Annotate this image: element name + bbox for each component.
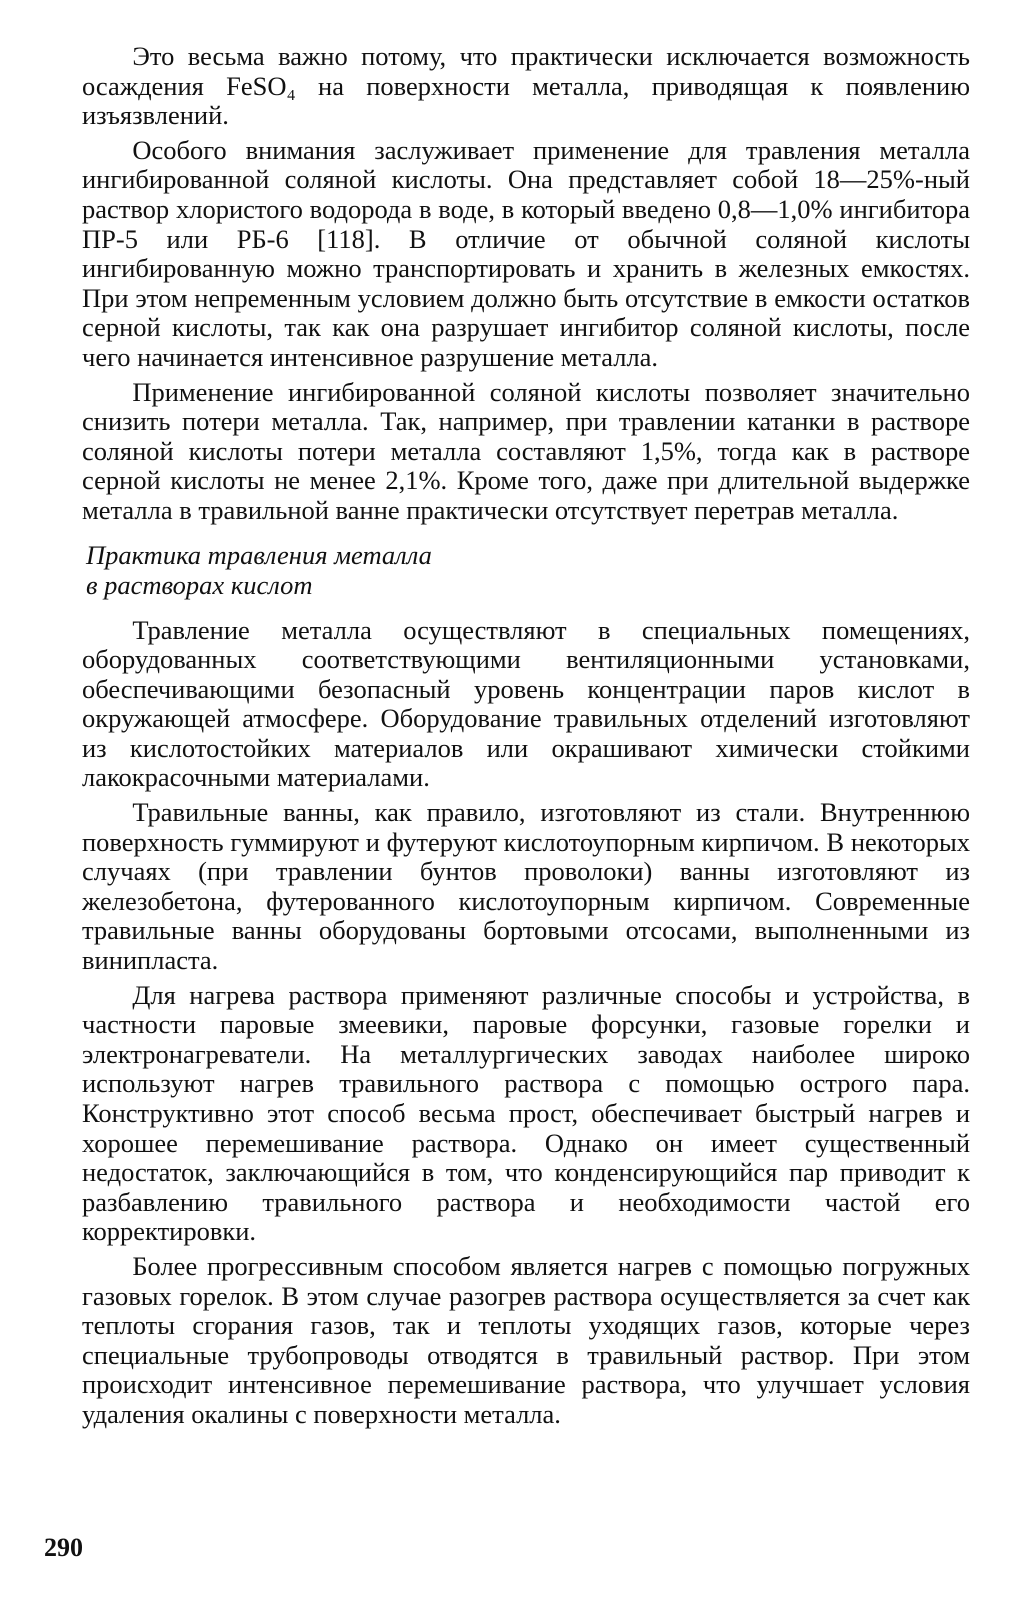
- paragraph-7: Более прогрессивным способом является нагрев с помощью погружных газовых горелок. В этом случае разогрев раствора осуществляется за счет как теплоты сгорания газов, так и теплоты уходящих газов, которые через специальные трубопроводы отводятся в травильный раствор. При этом происходит интенсивное перемешивание раствора, что улучшает условия удаления окалины с поверхности металла.: [82, 1250, 970, 1429]
- page-number: 290: [44, 1533, 83, 1562]
- paragraph-2: Особого внимания заслуживает применение для травления металла ингибированной соляной кислоты. Она представляет собой 18—25%-ный раствор хлористого водорода в воде, в который введено 0,8—1,0% ингибитора ПР-5 или РБ-6 [118]. В отличие от обычной соляной кислоты ингибированную можно транспортировать и хранить в железных емкостях. При этом непременным условием должно быть отсутствие в емкости остатков серной кислоты, так как она разрушает ингибитор соляной кислоты, после чего начинается интенсивное разрушение металла.: [82, 134, 970, 372]
- paragraph-3: Применение ингибированной соляной кислоты позволяет значительно снизить потери металла. Так, например, при травлении катанки в растворе соляной кислоты потери металла составляют 1,5%, тогда как в растворе серной кислоты не менее 2,1%. Кроме того, даже при длительной выдержке металла в травильной ванне практически отсутствует перетрав металла.: [82, 376, 970, 525]
- section-heading-line-2: в растворах кислот: [86, 569, 313, 600]
- paragraph-6: Для нагрева раствора применяют различные способы и устройства, в частности паровые змеевики, паровые форсунки, газовые горелки и электронагреватели. На металлургических заводах наиболее широко используют нагрев травильного раствора с помощью острого пара. Конструктивно этот способ весьма прост, обеспечивает быстрый нагрев и хорошее перемешивание раствора. Однако он имеет существенный недостаток, заключающийся в том, что конденсирующийся пар приводит к разбавлению травильного раствора и необходимости частой его корректировки.: [82, 979, 970, 1247]
- paragraph-4: Травление металла осуществляют в специальных помещениях, оборудованных соответствующими вентиляционными установками, обеспечивающими безопасный уровень концентрации паров кислот в окружающей атмосфере. Оборудование травильных отделений изготовляют из кислотостойких материалов или окрашивают химически стойкими лакокрасочными материалами.: [82, 614, 970, 793]
- section-heading-line-1: Практика травления металла: [86, 539, 432, 570]
- section-heading: [82, 540, 970, 600]
- page-body: [82, 42, 970, 1430]
- paragraph-1: Это весьма важно потому, что практически исключается возможность осаждения FeSO₄ на поверхности металла, приводящая к появлению изъязвлений.: [82, 41, 970, 131]
- paragraph-5: Травильные ванны, как правило, изготовляют из стали. Внутреннюю поверхность гуммируют и футеруют кислотоупорным кирпичом. В некоторых случаях (при травлении бунтов проволоки) ванны изготовляют из железобетона, футерованного кислотоупорным кирпичом. Современные травильные ванны оборудованы бортовыми отсосами, выполненными из винипласта.: [82, 797, 970, 976]
